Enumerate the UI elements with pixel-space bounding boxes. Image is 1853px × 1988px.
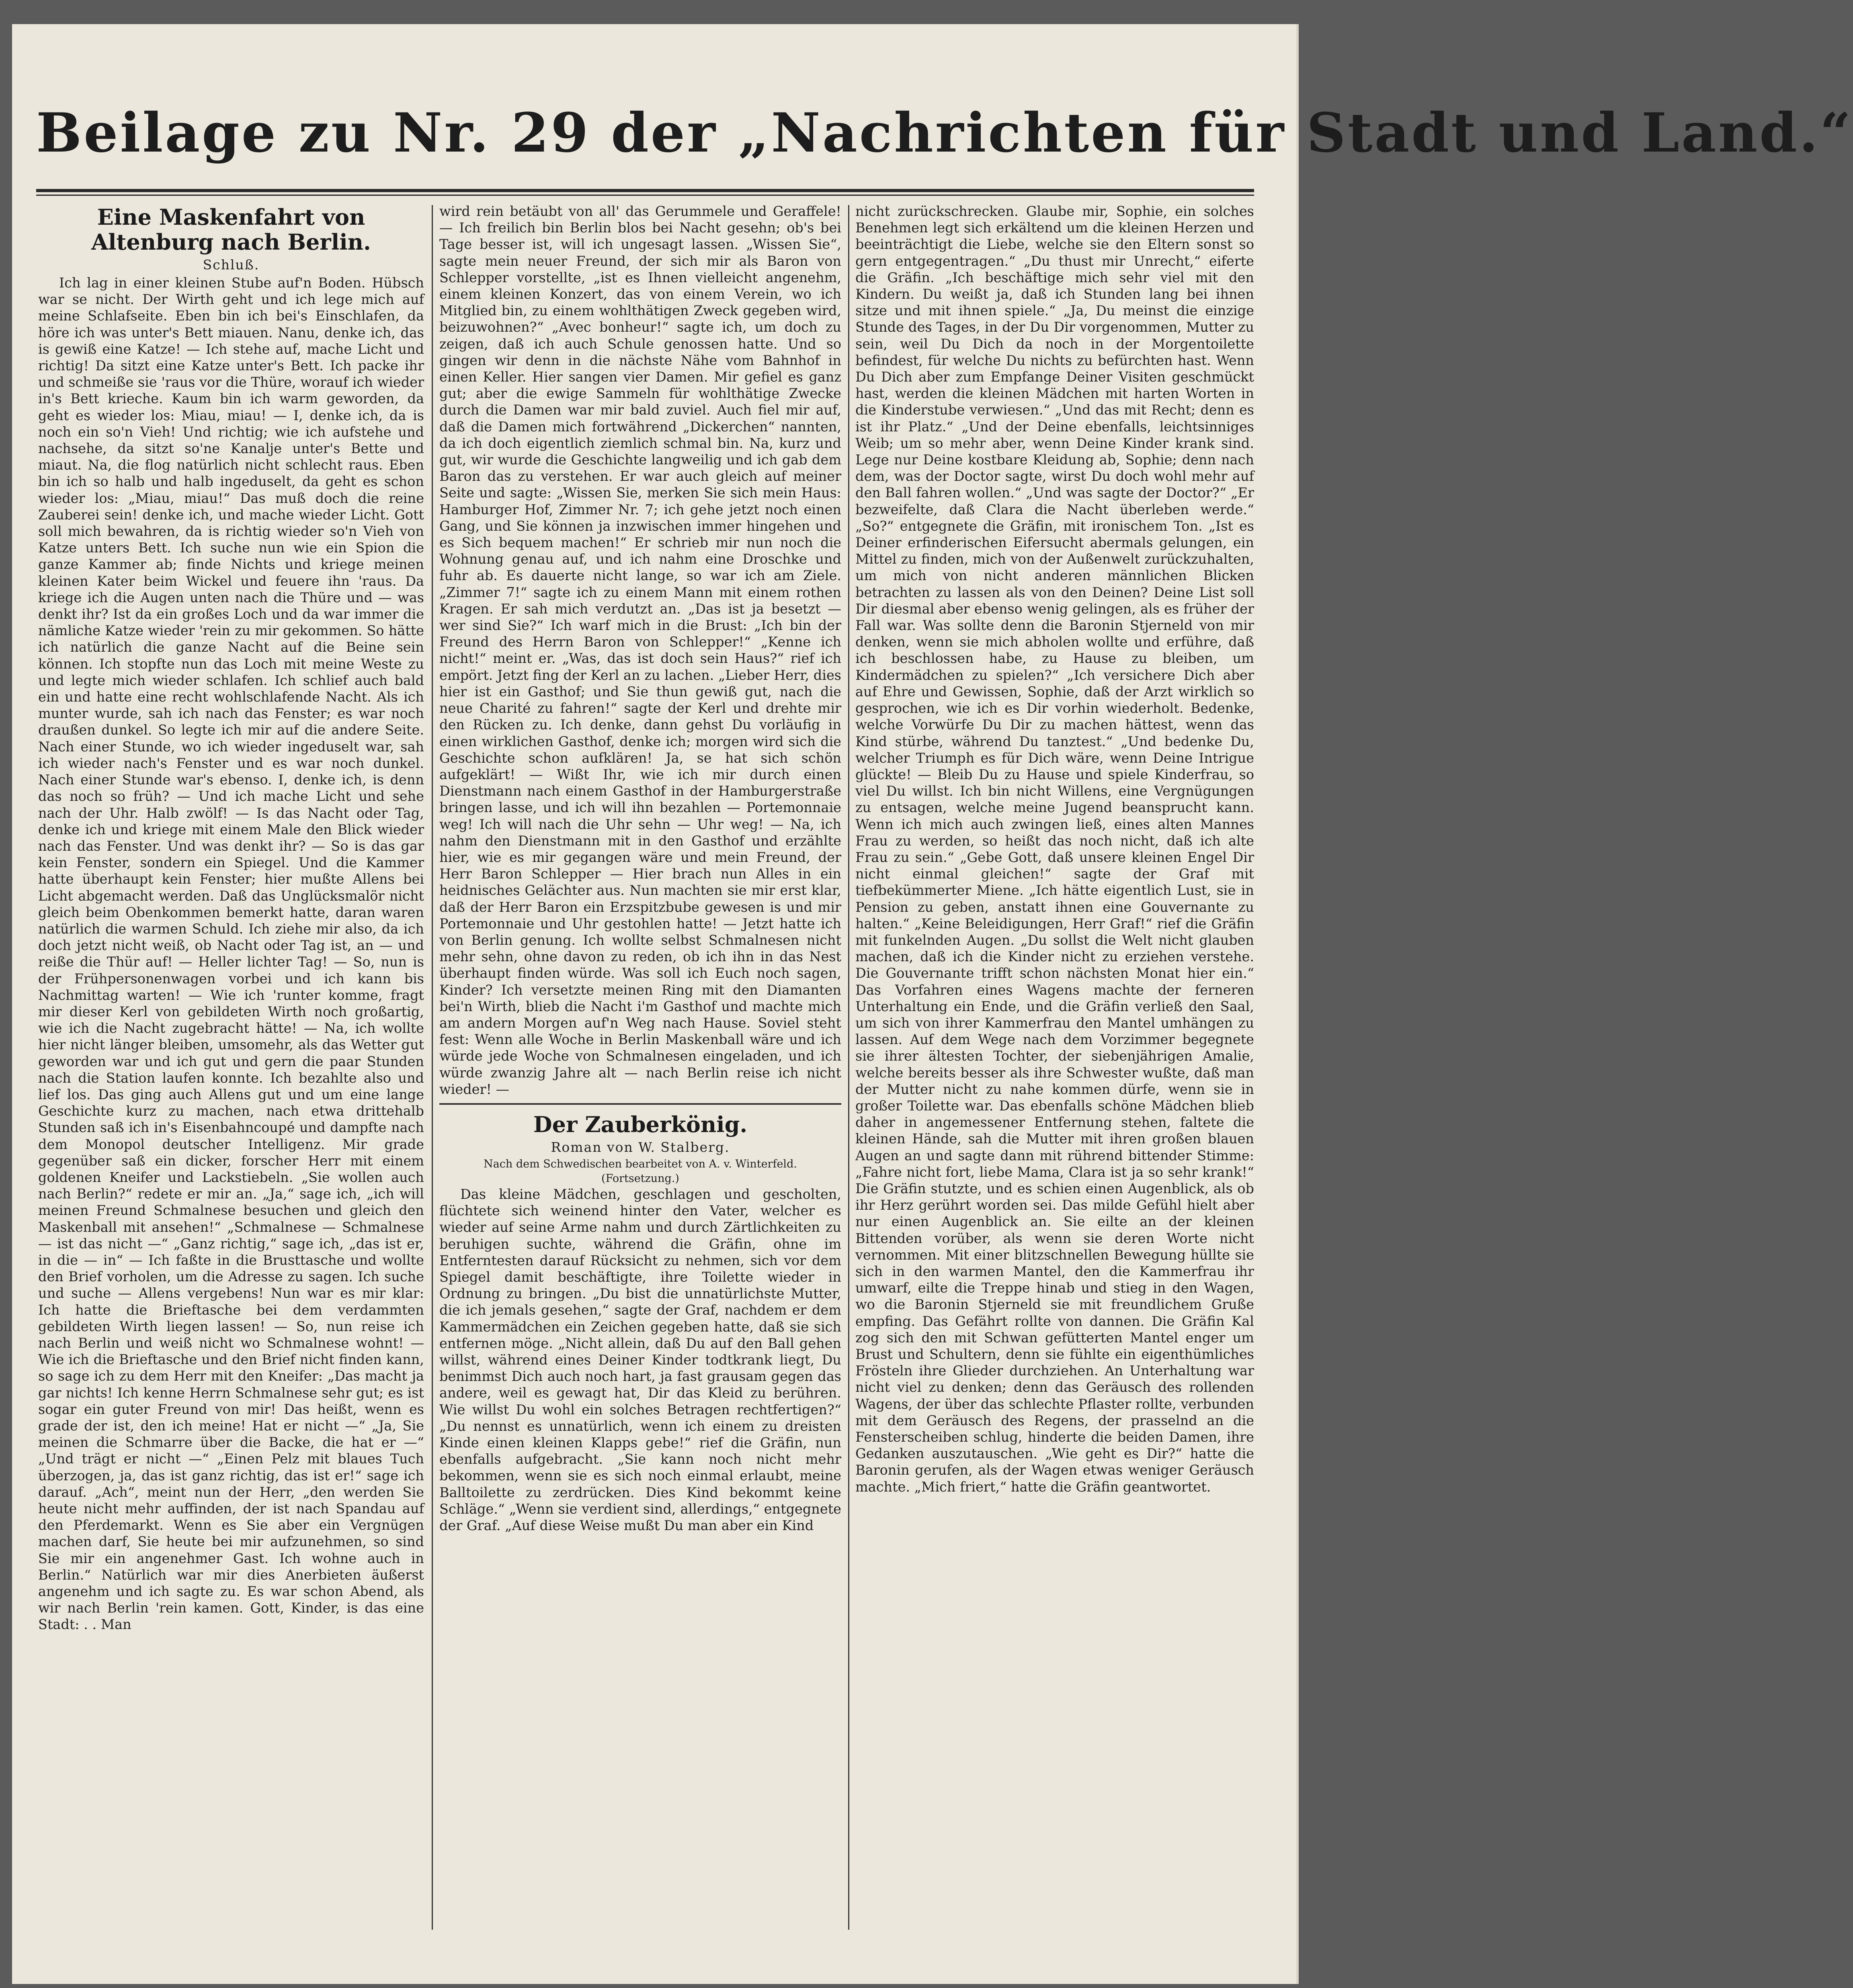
article-continuation: (Fortsetzung.) — [601, 1172, 679, 1185]
article-body-continued: wird rein betäubt von all' das Gerummele und Geraffele! — Ich freilich bin Berlin blos bei Nacht gesehn; ob's bei Tage besser ist, will ich ungesagt lassen. „Wissen Sie“, sagte mein neuer Freund, der sich mir als Baron von Schlepper vorstellte, „ist es Ihnen vielleicht angenehm, einem kleinen Konzert, das von einem Verein, wo ich Mitglied bin, zu einem wohlthätigen Zweck gegeben wird, beizuwohnen?“ „Avec bonheur!“ sagte ich, um doch zu zeigen, daß ich auch Schule genossen hatte. Und so gingen wir denn in die nächste Nähe vom Bahnhof in einen Keller. Hier sangen vier Damen. Mir gefiel es ganz gut; aber die ewige Sammeln für wohlthätige Zwecke durch die Damen war mir bald zuviel. Auch fiel mir auf, daß die Damen mich fortwährend „Dickerchen“ nannten, da ich doch eigentlich ziemlich schmal bin. Na, kurz und gut, wir wurde die Geschichte langweilig und ich gab dem Baron das zu verstehen. Er war auch gleich auf meiner Seite und sagte: „Wissen Sie, merken Sie sich mein Haus: Hamburger Hof, Zimmer Nr. 7; ich gehe jetzt noch einen Gang, und Sie können ja inzwischen immer hingehen und es Sich bequem machen!“ Er schrieb mir nun noch die Wohnung genau auf, und ich nahm eine Droschke und fuhr ab. Es dauerte nicht lange, so war ich am Ziele. „Zimmer 7!“ sagte ich zu einem Mann mit einem rothen Kragen. Er sah mich verdutzt an. „Das ist ja besetzt — wer sind Sie?“ Ich warf mich in die Brust: „Ich bin der Freund des Herrn Baron von Schlepper!“ „Kenne ich nicht!“ meint er. „Was, das ist doch sein Haus?“ rief ich empört. Jetzt fing der Kerl an zu lachen. „Lieber Herr, dies hier ist ein Gasthof; und Sie thun gewiß gut, nach die neue Charité zu fahren!“ sagte der Kerl und drehte mir den Rücken zu. Ich denke, dann gehst Du vorläufig in einen wirklichen Gasthof, denke ich; morgen wird sich die Geschichte schon aufklären! Ja, se hat sich schön aufgeklärt! — Wißt Ihr, wie ich mir durch einen Dienstmann nach einem Gasthof in der Hamburgerstraße bringen lasse, und ich will ihn bezahlen — Portemonnaie weg! Ich will nach die Uhr sehn — Uhr weg! — Na, ich nahm den Dienstmann mit in den Gasthof und erzählte hier, wie es mir gegangen wäre und mein Freund, der Herr Baron Schlepper — Hier brach nun Alles in ein heidnisches Gelächter aus. Nun machten sie mir erst klar, daß der Herr Baron ein Erzspitzbube gewesen is und mir Portemonnaie und Uhr gestohlen hatte! — Jetzt hatte ich von Berlin genung. Ich wollte selbst Schmalnesen nicht mehr sehn, ohne davon zu reden, ob ich ihn in das Nest überhaupt finden würde. Was soll ich Euch noch sagen, Kinder? Ich versetzte meinen Ring mit den Diamanten bei'n Wirth, blieb die Nacht i'm Gasthof und machte mich am andern Morgen auf'n Weg nach Hause. Soviel steht fest: Wenn alle Woche in Berlin Maskenball wäre und ich würde jede Woche von Schmalnesen eingeladen, und ich würde zwanzig Jahre alt — nach Berlin reise ich nicht wieder! — — [439, 203, 841, 1097]
masthead-rule-thin — [36, 195, 1254, 196]
column-2 — [439, 203, 841, 1956]
column-divider — [848, 205, 849, 1930]
masthead-rule — [36, 189, 1254, 192]
article-title: Der Zauberkönig. — [533, 1111, 748, 1137]
article-body: Das kleine Mädchen, geschlagen und gescholten, flüchtete sich weinend hinter den Vater, welcher es wieder auf seine Arme nahm und durch Zärtlichkeiten zu beruhigen suchte, während die Gräfin, ohne im Entferntesten darauf Rücksicht zu nehmen, sich vor dem Spiegel damit beschäftigte, ihre Toilette wieder in Ordnung zu bringen. „Du bist die unnatürlichste Mutter, die ich jemals gesehen,“ sagte der Graf, nachdem er dem Kammermädchen ein Zeichen gegeben hatte, daß sie sich entfernen möge. „Nicht allein, daß Du auf den Ball gehen willst, während eines Deiner Kinder todtkrank liegt, Du benimmst Dich auch noch hart, ja fast grausam gegen das andere, weil es gewagt hat, Dir das Kleid zu berühren. Wie willst Du wohl ein solches Betragen rechtfertigen?“ „Du nennst es unnatürlich, wenn ich einem zu dreisten Kinde einen kleinen Klapps gebe!“ rief die Gräfin, nun ebenfalls aufgebracht. „Sie kann noch nicht mehr bekommen, wenn sie es sich noch einmal erlaubt, meine Balltoilette zu zerdrücken. Dies Kind bekommt keine Schläge.“ „Wenn sie verdient sind, allerdings,“ entgegnete der Graf. „Auf diese Weise mußt Du man aber ein Kind — [439, 1186, 841, 1534]
article-separator — [439, 1103, 841, 1105]
column-divider — [432, 205, 433, 1930]
article-title: Eine Maskenfahrt von Altenburg nach Berlin. — [91, 204, 371, 255]
article-subtitle: Roman von W. Stalberg. — [551, 1139, 730, 1155]
article-body: Ich lag in einer kleinen Stube auf'n Boden. Hübsch war se nicht. Der Wirth geht und ich lege mich auf meine Schlafseite. Eben bin ich bei's Einschlafen, da höre ich was unter's Bett miauen. Nanu, denke ich, das is gewiß eine Katze! — Ich stehe auf, mache Licht und richtig! Da sitzt eine Katze unter's Bett. Ich packe ihr und schmeiße sie 'raus vor die Thüre, worauf ich wieder in's Bett krieche. Kaum bin ich warm geworden, da geht es wieder los: Miau, miau! — I, denke ich, da is noch ein so'n Vieh! Und richtig; wie ich aufstehe und nachsehe, da sitzt so'ne Kanalje unter's Bette und miaut. Na, die flog natürlich nicht schlecht raus. Eben bin ich so halb und halb ingeduselt, da geht es schon wieder los: „Miau, miau!“ Das muß doch die reine Zauberei sein! denke ich, und mache wieder Licht. Gott soll mich bewahren, da is richtig wieder so'n Vieh von Katze unters Bett. Ich suche nun wie ein Spion die ganze Kammer ab; finde Nichts und kriege meinen kleinen Kater beim Wickel und feuere ihn 'raus. Da kriege ich die Augen unten nach die Thüre und — was denkt ihr? Ist da ein großes Loch und da war immer die nämliche Katze wieder 'rein zu mir gekommen. So hätte ich natürlich die ganze Nacht auf die Beine sein können. Ich stopfte nun das Loch mit meine Weste zu und legte mich wieder schlafen. Ich schlief auch bald ein und hatte eine recht wohlschlafende Nacht. Als ich munter wurde, sah ich nach das Fenster; es war noch draußen dunkel. So legte ich mir auf die andere Seite. Nach einer Stunde, wo ich wieder ingeduselt war, sah ich wieder nach's Fenster und es war noch dunkel. Nach einer Stunde war's ebenso. I, denke ich, is denn das noch so früh? — Und ich mache Licht und sehe nach der Uhr. Halb zwölf! — Is das Nacht oder Tag, denke ich und kriege mit einem Male den Blick wieder nach das Fenster. Und was denkt ihr? — So is das gar kein Fenster, sondern ein Spiegel. Und die Kammer hatte überhaupt kein Fenster; hier mußte Allens bei Licht abgemacht werden. Daß das Unglücksmalör nicht gleich beim Obenkommen bemerkt hatte, daran waren natürlich die warmen Schuld. Ich ziehe mir also, da ich doch jetzt nicht weiß, ob Nacht oder Tag ist, an — und reiße die Thür auf! — Heller lichter Tag! — So, nun is der Frühpersonenwagen vorbei und ich kann bis Nachmittag warten! — Wie ich 'runter komme, fragt mir dieser Kerl von gebildeten Wirth noch großartig, wie ich die Nacht zugebracht hätte! — Na, ich wollte hier nicht länger bleiben, umsomehr, als das Wetter gut geworden war und ich gut und gern die paar Stunden nach die Station laufen konnte. Ich bezahlte also und lief los. Das ging auch Allens gut und um eine lange Geschichte kurz zu machen, nach etwa drittehalb Stunden saß ich in's Eisenbahncoupé und dampfte nach dem Monopol deutscher Intelligenz. Mir grade gegenüber saß ein dicker, forscher Herr mit einem goldenen Kneifer und Lackstiebeln. „Sie wollen auch nach Berlin?“ redete er mir an. „Ja,“ sage ich, „ich will meinen Freund Schmalnese besuchen und gleich den Maskenball mit ansehen!“ „Schmalnese — Schmalnese — ist das nicht —“ „Ganz richtig,“ sage ich, „das ist er, in die — in“ — Ich faßte in die Brusttasche und wollte den Brief vorholen, um die Adresse zu sagen. Ich suche und suche — Allens vergebens! Nun war es mir klar: Ich hatte die Brieftasche bei dem verdammten gebildeten Wirth liegen lassen! — So, nun reise ich nach Berlin und weiß nicht wo Schmalnese wohnt! — Wie ich die Brieftasche und den Brief nicht finden kann, so sage ich zu dem Herr mit den Kneifer: „Das macht ja gar nichts! Ich kenne Herrn Schmalnese sehr gut; es ist sogar ein guter Freund von mir! Das heißt, wenn es grade der ist, den ich meine! Hat er nicht —“ „Ja, Sie meinen die Schmarre über die Backe, die hat er —“ „Und trägt er nicht —“ „Einen Pelz mit blaues Tuch überzogen, ja, das ist ganz richtig, das ist er!“ sage ich darauf. „Ach“, meint nun der Herr, „den werden Sie heute nicht mehr auffinden, der ist nach Spandau auf den Pferdemarkt. Wenn es Sie aber ein Vergnügen machen darf, Sie heute bei mir aufzunehmen, so sind Sie mir ein angenehmer Gast. Ich wohne auch in Berlin.“ Natürlich war mir dies Anerbieten äußerst angenehm und ich sagte zu. Es war schon Abend, als wir nach Berlin 'rein kamen. Gott, Kinder, is das eine Stadt: . . Man — [38, 275, 424, 1633]
article-body-continued: nicht zurückschrecken. Glaube mir, Sophie, ein solches Benehmen legt sich erkältend um die kleinen Herzen und beeinträchtigt die Liebe, welche sie den Eltern sonst so gern entgegentragen.“ „Du thust mir Unrecht,“ eiferte die Gräfin. „Ich beschäftige mich sehr viel mit den Kindern. Du weißt ja, daß ich Stunden lang bei ihnen sitze und mit ihnen spiele.“ „Ja, Du meinst die einzige Stunde des Tages, in der Du Dir vorgenommen, Mutter zu sein, weil Du Dich da noch in der Morgentoilette befindest, für welche Du nichts zu befürchten hast. Wenn Du Dich aber zum Empfange Deiner Visiten geschmückt hast, werden die kleinen Mädchen mit harten Worten in die Kinderstube verwiesen.“ „Und das mit Recht; denn es ist ihr Platz.“ „Und der Deine ebenfalls, leichtsinniges Weib; um so mehr aber, wenn Deine Kinder krank sind. Lege nur Deine kostbare Kleidung ab, Sophie; denn nach dem, was der Doctor sagte, wirst Du doch wohl mehr auf den Ball fahren wollen.“ „Und was sagte der Doctor?“ „Er bezweifelte, daß Clara die Nacht überleben werde.“ „So?“ entgegnete die Gräfin, mit ironischem Ton. „Ist es Deiner erfinderischen Eifersucht abermals gelungen, ein Mittel zu finden, mich von der Außenwelt zurückzuhalten, um mich von nicht anderen männlichen Blicken betrachten zu lassen als von den Deinen? Deine List soll Dir diesmal aber ebenso wenig gelingen, als es früher der Fall war. Was sollte denn die Baronin Stjerneld von mir denken, wenn sie mich abholen wollte und erführe, daß ich beschlossen habe, zu Hause zu bleiben, um Kindermädchen zu spielen?“ „Ich versichere Dich aber auf Ehre und Gewissen, Sophie, daß der Arzt wirklich so gesprochen, wie ich es Dir vorhin wiederholt. Bedenke, welche Vorwürfe Du Dir zu machen hättest, wenn das Kind stürbe, während Du tanztest.“ „Und bedenke Du, welcher Triumph es für Dich wäre, wenn Deine Intrigue glückte! — Bleib Du zu Hause und spiele Kinderfrau, so viel Du willst. Ich bin nicht Willens, eine Vergnügungen zu entsagen, welche meine Jugend beansprucht kann. Wenn ich mich auch zwingen ließ, eines alten Mannes Frau zu werden, so heißt das noch nicht, daß ich alte Frau zu sein.“ „Gebe Gott, daß unsere kleinen Engel Dir nicht einmal gleichen!“ sagte der Graf mit tiefbekümmerter Miene. „Ich hätte eigentlich Lust, sie in Pension zu geben, anstatt ihnen eine Gouvernante zu halten.“ „Keine Beleidigungen, Herr Graf!“ rief die Gräfin mit funkelnden Augen. „Du sollst die Welt nicht glauben machen, daß ich die Kinder nicht zu erziehen verstehe. Die Gouvernante trifft schon nächsten Monat hier ein.“ Das Vorfahren eines Wagens machte der ferneren Unterhaltung ein Ende, und die Gräfin verließ den Saal, um sich von ihrer Kammerfrau den Mantel umhängen zu lassen. Auf dem Wege nach dem Vorzimmer begegnete sie ihrer ältesten Tochter, der siebenjährigen Amalie, welche bereits besser als ihre Schwester wußte, daß man der Mutter nicht zu nahe kommen dürfe, wenn sie in großer Toilette war. Das ebenfalls schöne Mädchen blieb daher in angemessener Entfernung stehen, faltete die kleinen Hände, sah die Mutter mit ihren großen blauen Augen an und sagte dann mit rührend bittender Stimme: „Fahre nicht fort, liebe Mama, Clara ist ja so sehr krank!“ Die Gräfin stutzte, und es schien einen Augenblick, als ob ihr Herz gerührt worden sei. Das milde Gefühl hielt aber nur einen Augenblick an. Sie eilte an der kleinen Bittenden vorüber, als wenn sie deren Worte nicht vernommen. Mit einer blitzschnellen Bewegung hüllte sie sich in den warmen Mantel, den die Kammerfrau ihr umwarf, eilte die Treppe hinab und stieg in den Wagen, wo die Baronin Stjerneld sie mit freundlichem Gruße empfing. Das Gefährt rollte von dannen. Die Gräfin Kal zog sich den mit Schwan gefütterten Mantel enger um Brust und Schultern, denn sie fühlte ein eigenthümliches Frösteln ihre Glieder durchziehen. An Unterhaltung war nicht viel zu denken; denn das Geräusch des rollenden Wagens, der über das schlechte Pflaster rollte, verbunden mit dem Geräusch des Regens, der prasselnd an die Fensterscheiben schlug, hinderte die beiden Damen, ihre Gedanken auszutauschen. „Wie geht es Dir?“ hatte die Baronin gerufen, als der Wagen etwas weniger Geräusch machte. „Mich friert,“ hatte die Gräfin geantwortet. — [855, 203, 1254, 1495]
article-label: Schluß. — [203, 257, 260, 273]
masthead: Beilage zu Nr. 29 der „Nachrichten für Stadt und Land.“ — [36, 101, 1853, 164]
column-3 — [855, 203, 1254, 1956]
column-1 — [38, 203, 424, 1956]
newspaper-page — [12, 24, 1853, 1984]
article-credit: Nach dem Schwedischen bearbeitet von A. v. Winterfeld. — [484, 1157, 797, 1170]
